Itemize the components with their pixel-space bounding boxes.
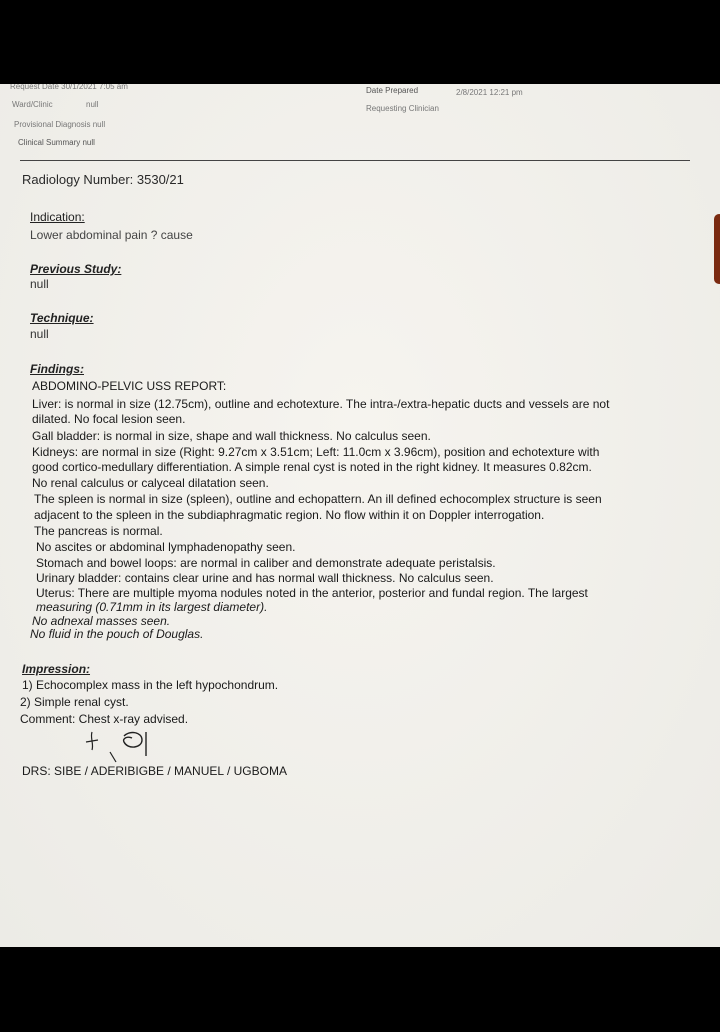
- findings-line: Stomach and bowel loops: are normal in caliber and demonstrate adequate peristalsis.: [36, 556, 496, 570]
- indication-heading: Indication:: [30, 210, 85, 224]
- top-black-border: [0, 0, 720, 84]
- findings-line: Kidneys: are normal in size (Right: 9.27cm x 3.51cm; Left: 11.0cm x 3.96cm), position and echotexture with: [32, 445, 600, 459]
- doctors-line: DRS: SIBE / ADERIBIGBE / MANUEL / UGBOMA: [22, 764, 287, 778]
- technique-heading: Technique:: [30, 311, 94, 325]
- date-prepared-label: Date Prepared: [366, 86, 419, 95]
- clinical-summary: Clinical Summary null: [18, 138, 95, 147]
- requesting-clinician: Requesting Clinician: [366, 104, 439, 113]
- findings-line: Uterus: There are multiple myoma nodules noted in the anterior, posterior and fundal region. The largest: [36, 586, 588, 600]
- indication-text: Lower abdominal pain ? cause: [30, 228, 193, 242]
- impression-heading: Impression:: [22, 662, 91, 676]
- header-divider: [20, 160, 690, 161]
- bottom-black-border: [0, 947, 720, 1032]
- handwritten-signature: [80, 728, 170, 768]
- findings-line: Gall bladder: is normal in size, shape and wall thickness. No calculus seen.: [32, 429, 431, 443]
- previous-study-text: null: [30, 277, 49, 291]
- findings-heading: Findings:: [30, 362, 84, 376]
- findings-line: good cortico-medullary differentiation. A simple renal cyst is noted in the right kidney. It measures 0.82cm.: [32, 460, 592, 474]
- provisional-diagnosis: Provisional Diagnosis null: [14, 120, 106, 129]
- ward-value: null: [86, 100, 99, 109]
- page-edge-mark: [714, 214, 720, 284]
- findings-line: The spleen is normal in size (spleen), outline and echopattern. An ill defined echocomplex structure is seen: [34, 492, 602, 506]
- findings-line: No fluid in the pouch of Douglas.: [30, 627, 204, 641]
- findings-line: dilated. No focal lesion seen.: [32, 412, 186, 426]
- previous-study-heading: Previous Study:: [30, 262, 122, 276]
- ward-label: Ward/Clinic: [12, 100, 53, 109]
- request-date-line: Request Date 30/1/2021 7:05 am: [10, 84, 128, 91]
- impression-line: 1) Echocomplex mass in the left hypochondrum.: [22, 678, 279, 692]
- findings-line: adjacent to the spleen in the subdiaphragmatic region. No flow within it on Doppler interrogation.: [34, 508, 545, 522]
- findings-line: No renal calculus or calyceal dilatation seen.: [32, 476, 269, 490]
- findings-line: Liver: is normal in size (12.75cm), outline and echotexture. The intra-/extra-hepatic ducts and vessels are not: [32, 397, 610, 411]
- impression-line: Comment: Chest x-ray advised.: [20, 712, 189, 726]
- impression-line: 2) Simple renal cyst.: [20, 695, 129, 709]
- findings-line: No ascites or abdominal lymphadenopathy seen.: [36, 540, 296, 554]
- findings-line: No adnexal masses seen.: [32, 614, 171, 628]
- findings-line: The pancreas is normal.: [34, 524, 163, 538]
- radiology-number: Radiology Number: 3530/21: [22, 172, 184, 187]
- technique-text: null: [30, 327, 49, 341]
- date-prepared-value: 2/8/2021 12:21 pm: [456, 88, 523, 97]
- findings-line: measuring (0.71mm in its largest diameter).: [36, 600, 268, 614]
- findings-line: Urinary bladder: contains clear urine and has normal wall thickness. No calculus seen.: [36, 571, 494, 585]
- report-page: [0, 84, 720, 947]
- findings-line: ABDOMINO-PELVIC USS REPORT:: [32, 379, 227, 393]
